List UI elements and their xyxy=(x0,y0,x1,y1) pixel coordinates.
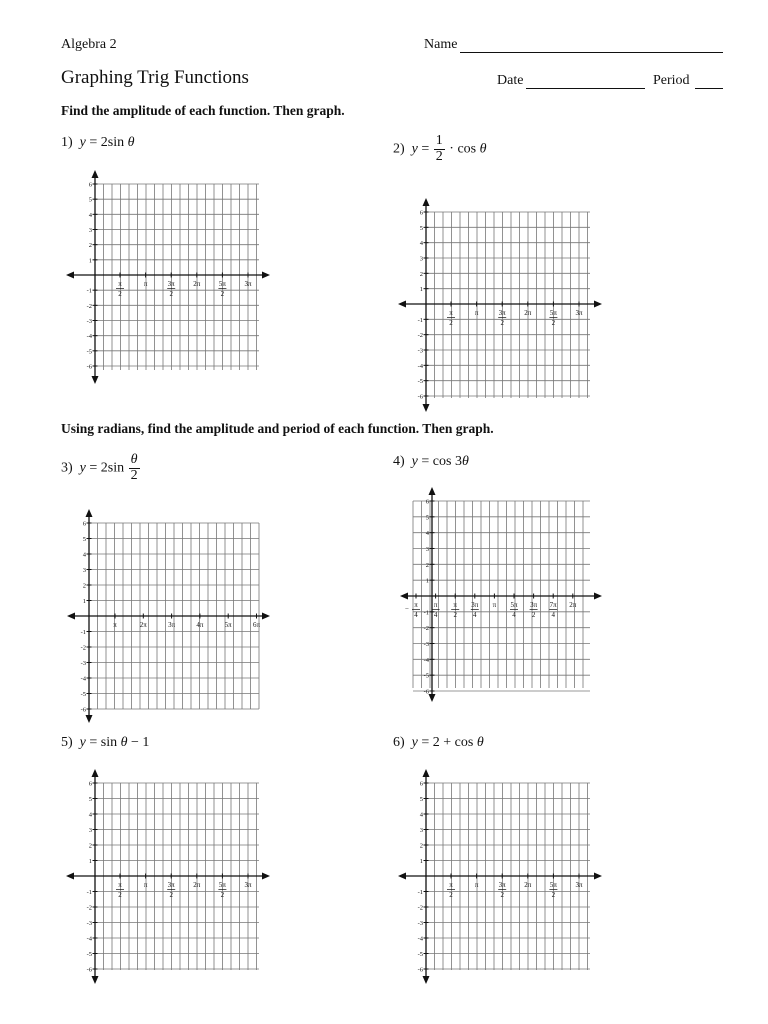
x-tick-label: π xyxy=(453,601,457,609)
y-tick-label: 4 xyxy=(82,551,86,559)
name-label: Name xyxy=(424,37,458,52)
y-tick-label: 3 xyxy=(419,827,423,834)
x-tick-label: 5π xyxy=(549,309,557,317)
problem-3: 3) y = 2sin $\frac{\theta}{2}$ xyxy=(61,452,138,483)
y-tick-label: 4 xyxy=(88,211,92,219)
y-tick-label: -2 xyxy=(86,302,92,310)
x-tick-label: 4 xyxy=(551,611,555,619)
y-tick-label: -3 xyxy=(86,318,92,325)
x-tick-label: 2π xyxy=(193,881,201,889)
y-tick-label: -5 xyxy=(417,378,423,386)
y-tick-label: -5 xyxy=(417,951,423,958)
x-tick-label: 3π xyxy=(167,881,175,889)
problem-4: 4) y = cos 3θ xyxy=(393,454,469,469)
x-tick-label: 2 xyxy=(169,290,173,298)
y-tick-label: 6 xyxy=(88,780,92,788)
x-tick-label: 2 xyxy=(169,891,173,899)
fraction: $\frac{\theta}{2}$ xyxy=(130,452,138,483)
y-tick-label: 1 xyxy=(82,598,86,605)
x-tick-label: 3π xyxy=(498,881,506,889)
y-tick-label: -2 xyxy=(417,332,423,340)
y-tick-label: 6 xyxy=(88,181,92,189)
arrow-up-icon xyxy=(86,509,93,517)
y-tick-label: 5 xyxy=(419,224,423,232)
x-tick-label: π xyxy=(118,280,122,288)
y-tick-label: -6 xyxy=(86,363,92,371)
x-tick-label: 6π xyxy=(252,621,261,629)
x-tick-label: π xyxy=(414,601,418,609)
x-tick-label: 2 xyxy=(500,891,504,899)
arrow-left-icon xyxy=(398,301,406,308)
y-tick-label: 4 xyxy=(419,811,423,819)
y-tick-label: -5 xyxy=(423,672,429,680)
y-tick-label: -1 xyxy=(86,287,92,295)
problem-2: 2) y = $\frac{1}{2}$ · cos θ xyxy=(393,133,487,164)
y-tick-label: 3 xyxy=(88,227,92,234)
y-tick-label: 4 xyxy=(88,811,92,819)
x-tick-label: 5π xyxy=(224,621,232,629)
x-tick-label: π xyxy=(118,881,122,889)
y-tick-label: -4 xyxy=(86,935,92,943)
graph-grid-6[interactable] xyxy=(378,769,614,984)
x-tick-label: 4 xyxy=(414,611,418,619)
x-tick-label: π xyxy=(433,601,438,609)
y-tick-label: 3 xyxy=(419,255,423,263)
problem-6: 6) y = 2 + cos θ xyxy=(393,735,484,750)
x-tick-label: 2 xyxy=(449,319,453,327)
x-tick-label: 2 xyxy=(453,611,457,619)
arrow-down-icon xyxy=(423,404,430,412)
arrow-left-icon xyxy=(398,873,406,880)
x-tick-label: 3π xyxy=(244,881,252,889)
x-tick-label: 3π xyxy=(244,280,252,288)
y-tick-label: -2 xyxy=(423,625,429,633)
x-tick-label: 3π xyxy=(530,601,538,609)
y-tick-label: -4 xyxy=(423,656,429,664)
arrow-down-icon xyxy=(92,376,99,384)
y-tick-label: -2 xyxy=(86,904,92,912)
x-tick-label: 4 xyxy=(512,611,516,619)
y-tick-label: 5 xyxy=(88,796,92,803)
fraction: $\frac{1}{2}$ xyxy=(435,133,443,164)
course-name: Algebra 2 xyxy=(61,37,117,52)
arrow-up-icon xyxy=(92,170,99,178)
y-tick-label: -1 xyxy=(80,629,86,636)
x-tick-label: 2 xyxy=(220,290,225,298)
y-tick-label: 6 xyxy=(425,498,429,506)
y-tick-label: -1 xyxy=(417,889,423,896)
y-tick-label: 2 xyxy=(82,582,86,590)
y-tick-label: -1 xyxy=(417,316,423,324)
x-tick-label: 2π xyxy=(193,280,201,288)
x-tick-label: 4 xyxy=(473,611,477,619)
y-tick-label: 3 xyxy=(425,546,429,553)
y-tick-label: 3 xyxy=(88,827,92,834)
x-tick-label: π xyxy=(449,309,453,317)
x-tick-label: 4 xyxy=(433,611,438,619)
x-tick-label: 4π xyxy=(196,621,204,629)
y-tick-label: -1 xyxy=(423,609,429,617)
x-tick-label: π xyxy=(449,881,453,889)
x-tick-label: π xyxy=(474,881,479,889)
y-tick-label: -3 xyxy=(80,660,86,667)
problem-1: 1) y = 2sin θ xyxy=(61,135,135,150)
y-tick-label: 1 xyxy=(88,257,92,265)
x-tick-label: π xyxy=(474,309,479,317)
y-tick-label: 4 xyxy=(419,240,423,248)
y-tick-label: -6 xyxy=(417,393,423,401)
x-tick-label: 2 xyxy=(551,319,556,327)
x-tick-label: 2 xyxy=(118,290,122,298)
y-tick-label: 1 xyxy=(419,858,423,865)
y-tick-label: -1 xyxy=(86,889,92,896)
period-field[interactable] xyxy=(695,88,723,89)
y-tick-label: 6 xyxy=(82,520,86,528)
arrow-up-icon xyxy=(423,198,430,206)
x-tick-label: 2 xyxy=(220,891,225,899)
y-tick-label: -3 xyxy=(86,920,92,927)
x-tick-label: 3π xyxy=(167,280,175,288)
y-tick-label: -3 xyxy=(423,641,429,648)
y-tick-label: 2 xyxy=(419,842,423,850)
y-tick-label: -4 xyxy=(417,935,423,943)
arrow-up-icon xyxy=(92,769,99,777)
x-tick-label: 3π xyxy=(575,309,583,317)
period-label: Period xyxy=(653,73,690,88)
x-tick-label: 5π xyxy=(218,280,226,288)
y-tick-label: 5 xyxy=(82,536,86,543)
x-tick-label: 2π xyxy=(569,601,577,609)
arrow-down-icon xyxy=(86,715,93,723)
y-tick-label: 2 xyxy=(88,242,92,250)
x-tick-label: 5π xyxy=(549,881,557,889)
y-tick-label: 6 xyxy=(419,780,423,788)
x-tick-label: π xyxy=(113,621,117,629)
y-tick-label: 5 xyxy=(419,796,423,803)
x-tick-label: 7π xyxy=(549,601,557,609)
y-tick-label: 4 xyxy=(425,530,429,538)
arrow-up-icon xyxy=(429,487,436,495)
worksheet-title: Graphing Trig Functions xyxy=(61,67,249,88)
x-tick-label: 2 xyxy=(449,891,453,899)
x-tick-label: 2 xyxy=(551,891,556,899)
y-tick-label: -5 xyxy=(86,348,92,356)
arrow-right-icon xyxy=(262,613,270,620)
arrow-left-icon xyxy=(66,873,74,880)
arrow-down-icon xyxy=(429,694,436,702)
x-tick-label: 2 xyxy=(500,319,504,327)
arrow-right-icon xyxy=(594,873,602,880)
x-tick-label: 2π xyxy=(524,309,532,317)
graph-grid-5[interactable] xyxy=(46,769,282,984)
y-tick-label: 1 xyxy=(419,286,423,294)
x-tick-label: 3π xyxy=(575,881,583,889)
x-tick-label: 2π xyxy=(524,881,532,889)
arrow-right-icon xyxy=(262,272,270,279)
y-tick-label: -3 xyxy=(417,920,423,927)
instructions-part1: Find the amplitude of each function. Then graph. xyxy=(61,103,345,118)
arrow-left-icon xyxy=(66,272,74,279)
graph-grid-1[interactable] xyxy=(46,170,282,384)
y-tick-label: -6 xyxy=(423,688,429,696)
y-tick-label: -6 xyxy=(417,966,423,974)
x-tick-label: π xyxy=(492,601,497,609)
arrow-right-icon xyxy=(594,301,602,308)
y-tick-label: -2 xyxy=(417,904,423,912)
y-tick-label: -2 xyxy=(80,644,86,652)
y-tick-label: 1 xyxy=(88,858,92,865)
arrow-left-icon xyxy=(67,613,75,620)
x-tick-label: 3π xyxy=(168,621,176,629)
y-tick-label: -5 xyxy=(80,691,86,698)
problem-5: 5) y = sin θ − 1 xyxy=(61,735,150,750)
x-tick-label: 2 xyxy=(118,891,122,899)
y-tick-label: 2 xyxy=(88,842,92,850)
graph-grid-3[interactable] xyxy=(47,509,282,723)
name-field[interactable] xyxy=(460,52,723,53)
y-tick-label: -3 xyxy=(417,347,423,355)
y-tick-label: 2 xyxy=(419,270,423,278)
y-tick-label: -4 xyxy=(417,362,423,370)
y-tick-label: 2 xyxy=(425,561,429,569)
arrow-down-icon xyxy=(92,976,99,984)
y-tick-label: 6 xyxy=(419,209,423,217)
x-tick-label: 5π xyxy=(510,601,518,609)
x-tick-label: π xyxy=(143,280,148,288)
date-label: Date xyxy=(497,73,524,88)
graph-grid-2[interactable] xyxy=(378,198,614,412)
x-tick-label: 2π xyxy=(139,621,147,629)
graph-grid-4[interactable] xyxy=(380,487,614,702)
y-tick-label: 3 xyxy=(82,567,86,574)
x-tick-label: 3π xyxy=(471,601,479,609)
arrow-down-icon xyxy=(423,976,430,984)
x-tick-label: 3π xyxy=(498,309,506,317)
minus-sign: − xyxy=(405,605,409,613)
y-tick-label: 5 xyxy=(425,514,429,522)
arrow-right-icon xyxy=(594,593,602,600)
y-tick-label: -6 xyxy=(80,706,86,714)
y-tick-label: -6 xyxy=(86,966,92,974)
y-tick-label: 1 xyxy=(425,577,429,585)
arrow-right-icon xyxy=(262,873,270,880)
y-tick-label: -4 xyxy=(80,675,86,683)
date-field[interactable] xyxy=(526,88,645,89)
y-tick-label: 5 xyxy=(88,196,92,204)
arrow-up-icon xyxy=(423,769,430,777)
x-tick-label: π xyxy=(143,881,148,889)
y-tick-label: -4 xyxy=(86,333,92,341)
instructions-part2: Using radians, find the amplitude and period of each function. Then graph. xyxy=(61,421,494,436)
x-tick-label: 5π xyxy=(218,881,226,889)
arrow-left-icon xyxy=(400,593,408,600)
x-tick-label: 2 xyxy=(531,611,536,619)
y-tick-label: -5 xyxy=(86,951,92,958)
